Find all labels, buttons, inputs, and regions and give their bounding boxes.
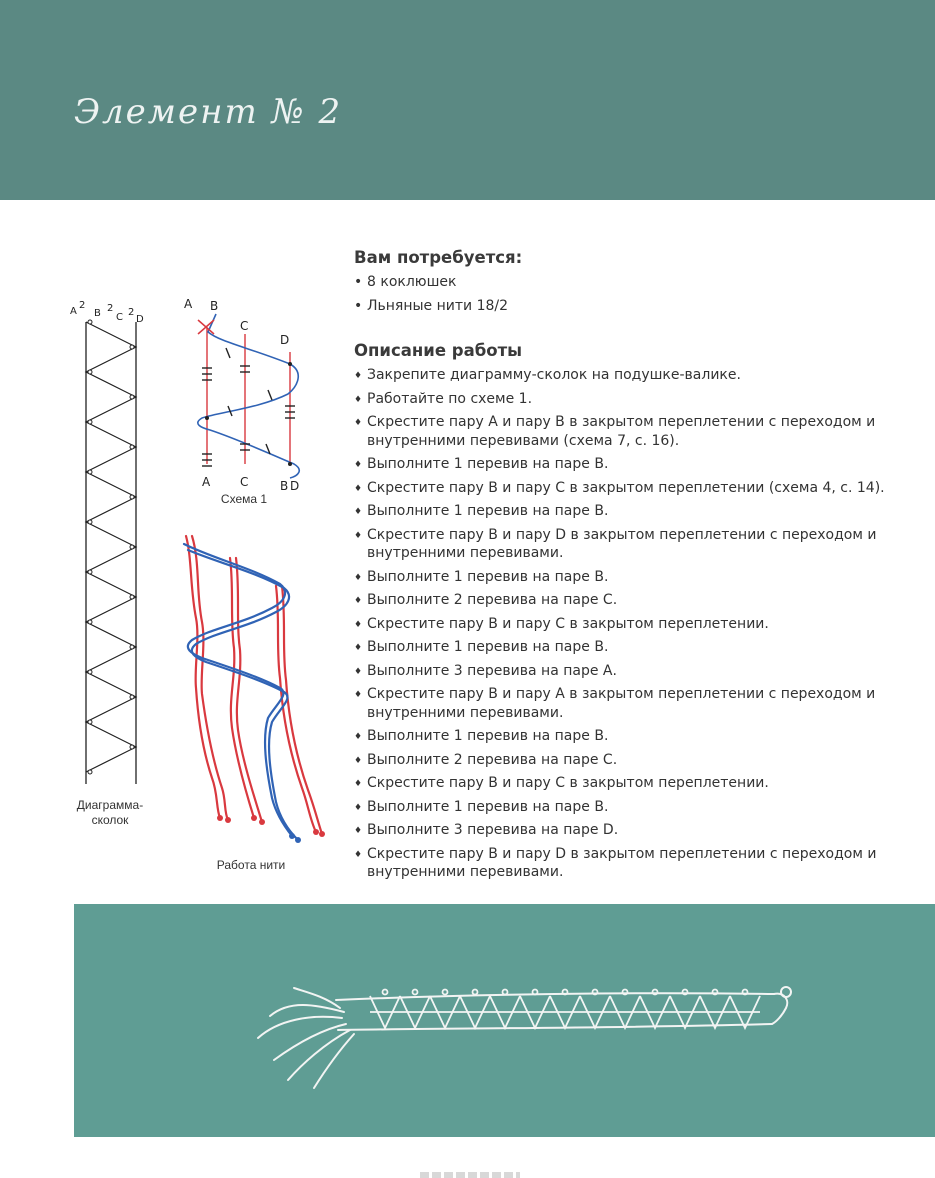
lace-picot [503, 990, 508, 995]
lace-picot [563, 990, 568, 995]
diagram-zigzag [86, 322, 136, 772]
requirement-item: • Льняные нити 18/2 [354, 297, 914, 316]
scheme-bottom-label-c: C [240, 475, 249, 489]
lace-picot [383, 990, 388, 995]
page-title: Элемент № 2 [74, 92, 343, 132]
pricking-diagram [64, 296, 154, 796]
diagram-label-c: C [116, 312, 123, 323]
lace-picot [713, 990, 718, 995]
diagram-label-d: D [136, 314, 144, 325]
lace-sample-photo [74, 904, 935, 1137]
pin-hole [88, 320, 92, 324]
step-item: ♦ Закрепите диаграмму-сколок на подушке-валике. [354, 366, 914, 385]
scheme-bottom-label-d: D [290, 479, 300, 493]
lace-picot [443, 990, 448, 995]
step-item: ♦ Выполните 1 перевив на паре В. [354, 568, 914, 587]
scheme-top-label-a: A [184, 297, 193, 311]
diagram-label-2b: 2 [107, 303, 114, 314]
thread-work-caption: Работа нити [216, 858, 286, 872]
diagram-label-2a: 2 [79, 300, 86, 311]
pin-hole [130, 395, 134, 399]
lace-picot [683, 990, 688, 995]
step-item: ♦ Выполните 3 перевива на паре D. [354, 821, 914, 840]
diagram-caption-line1: Диаграмма- [76, 798, 144, 812]
pin-hole [88, 470, 92, 474]
pin-hole [130, 545, 134, 549]
scheme-1-diagram [180, 294, 310, 494]
diagram-label-2c: 2 [128, 307, 135, 318]
page-number-strip [420, 1172, 520, 1178]
lace-picot [743, 990, 748, 995]
step-item: ♦ Выполните 1 перевив на паре В. [354, 638, 914, 657]
lace-sample-band [74, 904, 935, 1137]
pin-hole [88, 370, 92, 374]
step-item: ♦ Скрестите пару А и пару В в закрытом переплетении с переходом и внутренними перевивами (схема 7, с. 16). [354, 413, 914, 450]
pin-hole [130, 645, 134, 649]
pin-hole [130, 695, 134, 699]
step-item: ♦ Скрестите пару В и пару С в закрытом переплетении. [354, 774, 914, 793]
step-item: ♦ Скрестите пару В и пару С в закрытом переплетении (схема 4, с. 14). [354, 479, 914, 498]
step-item: ♦ Выполните 2 перевива на паре С. [354, 751, 914, 770]
lace-picot [413, 990, 418, 995]
diagram-caption-line2: сколок [91, 813, 129, 827]
thread-work-illustration [172, 528, 332, 848]
instructions-column [354, 246, 914, 887]
scheme-bottom-label-a: A [202, 475, 211, 489]
pin-hole [130, 745, 134, 749]
lace-picot [473, 990, 478, 995]
pin-hole [88, 520, 92, 524]
steps-list [354, 366, 914, 882]
scheme-top-label-c: C [240, 319, 249, 333]
diagram-label-a: A [70, 306, 77, 317]
step-item: ♦ Выполните 3 перевива на паре А. [354, 662, 914, 681]
diagram-caption [70, 798, 150, 828]
scheme-top-label-b: B [210, 299, 219, 313]
lace-picot [623, 990, 628, 995]
step-item: ♦ Скрестите пару В и пару С в закрытом переплетении. [354, 615, 914, 634]
pin-hole [88, 420, 92, 424]
pin-hole [130, 345, 134, 349]
step-item: ♦ Скрестите пару В и пару D в закрытом переплетении с переходом и внутренними перевивами. [354, 526, 914, 563]
header-band [0, 0, 935, 200]
step-item: ♦ Скрестите пару В и пару D в закрытом переплетении с переходом и внутренними перевивами. [354, 845, 914, 882]
step-item: ♦ Работайте по схеме 1. [354, 390, 914, 409]
description-heading: Описание работы [354, 341, 523, 360]
pin-hole [88, 620, 92, 624]
requirements-heading: Вам потребуется: [354, 248, 523, 267]
scheme-top-label-d: D [280, 333, 290, 347]
pin-hole [130, 495, 134, 499]
pin-hole [88, 670, 92, 674]
lace-picot [593, 990, 598, 995]
step-item: ♦ Скрестите пару В и пару А в закрытом переплетении с переходом и внутренними перевивами. [354, 685, 914, 722]
pin-hole [88, 770, 92, 774]
requirements-list [354, 273, 914, 315]
step-item: ♦ Выполните 1 перевив на паре В. [354, 502, 914, 521]
pin-hole [130, 445, 134, 449]
step-item: ♦ Выполните 2 перевива на паре С. [354, 591, 914, 610]
requirement-item: • 8 коклюшек [354, 273, 914, 292]
step-item: ♦ Выполните 1 перевив на паре В. [354, 455, 914, 474]
pin-hole [130, 595, 134, 599]
lace-picot [653, 990, 658, 995]
scheme-1-caption: Схема 1 [220, 492, 268, 506]
diagram-label-b: B [94, 308, 101, 319]
pin-hole [88, 570, 92, 574]
scheme-bottom-label-b: B [280, 479, 289, 493]
step-item: ♦ Выполните 1 перевив на паре В. [354, 727, 914, 746]
lace-picot [533, 990, 538, 995]
step-item: ♦ Выполните 1 перевив на паре В. [354, 798, 914, 817]
pin-hole [88, 720, 92, 724]
